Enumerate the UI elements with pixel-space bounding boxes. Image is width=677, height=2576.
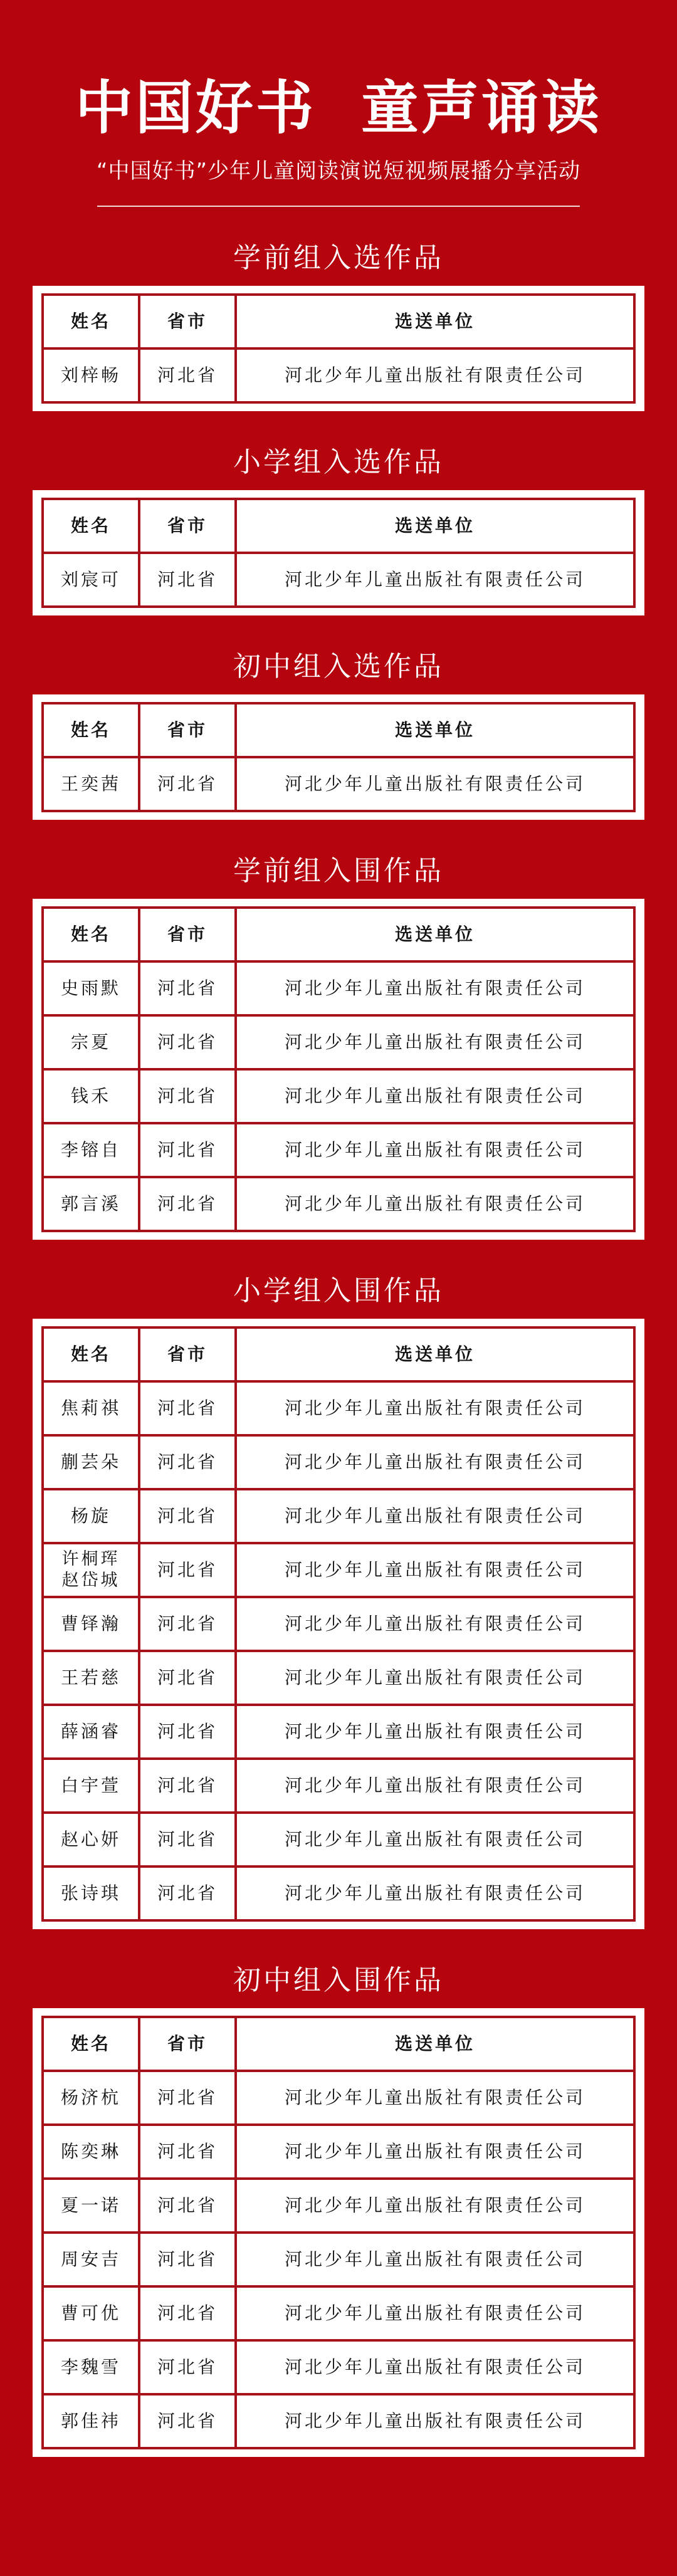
table-row (43, 2125, 634, 2179)
cell-name: 张诗琪 (43, 1867, 139, 1920)
results-table-card (33, 286, 644, 411)
cell-name: 刘宸可 (43, 553, 139, 607)
cell-province: 河北省 (139, 1543, 236, 1597)
sections-container (0, 239, 677, 2457)
table-header-row (43, 2017, 634, 2071)
cell-province: 河北省 (139, 553, 236, 607)
header-unit: 选送单位 (236, 908, 634, 961)
cell-name: 王若慈 (43, 1651, 139, 1705)
table-row (43, 757, 634, 811)
table-row (43, 1759, 634, 1813)
section-title: 初中组入围作品 (233, 1964, 444, 1996)
cell-province: 河北省 (139, 2179, 236, 2233)
header-unit: 选送单位 (236, 2017, 634, 2071)
table-row (43, 348, 634, 402)
cell-unit: 河北少年儿童出版社有限责任公司 (236, 1597, 634, 1651)
cell-province: 河北省 (139, 961, 236, 1015)
table-row (43, 1069, 634, 1123)
cell-province: 河北省 (139, 2071, 236, 2125)
cell-unit: 河北少年儿童出版社有限责任公司 (236, 1069, 634, 1123)
header-unit: 选送单位 (236, 499, 634, 553)
table-header-row (43, 1327, 634, 1381)
cell-name (43, 1543, 139, 1597)
table-header-row (43, 499, 634, 553)
cell-name: 郭佳祎 (43, 2394, 139, 2448)
cell-unit: 河北少年儿童出版社有限责任公司 (236, 2233, 634, 2286)
table-row (43, 1489, 634, 1543)
cell-unit: 河北少年儿童出版社有限责任公司 (236, 961, 634, 1015)
section-title: 学前组入围作品 (233, 855, 444, 887)
cell-name: 蒯芸朵 (43, 1435, 139, 1489)
cell-unit: 河北少年儿童出版社有限责任公司 (236, 1543, 634, 1597)
cell-unit: 河北少年儿童出版社有限责任公司 (236, 2394, 634, 2448)
section-title: 小学组入选作品 (233, 446, 444, 478)
header-name: 姓名 (43, 703, 139, 757)
header-province: 省市 (139, 499, 236, 553)
header-divider (97, 206, 580, 207)
cell-name: 曹铎瀚 (43, 1597, 139, 1651)
cell-unit: 河北少年儿童出版社有限责任公司 (236, 757, 634, 811)
table-row (43, 2071, 634, 2125)
table-row (43, 1705, 634, 1759)
results-table-card (33, 694, 644, 820)
cell-province: 河北省 (139, 2233, 236, 2286)
cell-unit: 河北少年儿童出版社有限责任公司 (236, 2286, 634, 2340)
section-title: 初中组入选作品 (233, 651, 444, 683)
table-row (43, 1015, 634, 1069)
table-row (43, 1543, 634, 1597)
cell-name: 白宇萱 (43, 1759, 139, 1813)
cell-name: 刘梓畅 (43, 348, 139, 402)
cell-name: 李镕自 (43, 1123, 139, 1177)
cell-name: 王奕茜 (43, 757, 139, 811)
cell-province: 河北省 (139, 1813, 236, 1867)
cell-name: 曹可优 (43, 2286, 139, 2340)
results-table (41, 1326, 636, 1922)
table-row (43, 1813, 634, 1867)
header-unit: 选送单位 (236, 295, 634, 348)
cell-province: 河北省 (139, 757, 236, 811)
results-table (41, 2016, 636, 2449)
cell-name: 李魏雪 (43, 2340, 139, 2394)
header-unit: 选送单位 (236, 1327, 634, 1381)
section-title: 小学组入围作品 (233, 1275, 444, 1307)
cell-name: 焦莉祺 (43, 1381, 139, 1435)
header-province: 省市 (139, 1327, 236, 1381)
cell-name: 钱禾 (43, 1069, 139, 1123)
table-row (43, 961, 634, 1015)
cell-unit: 河北少年儿童出版社有限责任公司 (236, 1489, 634, 1543)
cell-unit: 河北少年儿童出版社有限责任公司 (236, 1813, 634, 1867)
results-table (41, 293, 636, 404)
table-row (43, 1435, 634, 1489)
table-row (43, 553, 634, 607)
cell-unit: 河北少年儿童出版社有限责任公司 (236, 1651, 634, 1705)
table-row (43, 1381, 634, 1435)
table-row (43, 1177, 634, 1231)
header-name: 姓名 (43, 2017, 139, 2071)
header-province: 省市 (139, 703, 236, 757)
cell-province: 河北省 (139, 1759, 236, 1813)
results-table (41, 906, 636, 1232)
cell-province: 河北省 (139, 2286, 236, 2340)
cell-province: 河北省 (139, 1069, 236, 1123)
cell-name: 夏一诺 (43, 2179, 139, 2233)
cell-name: 周安吉 (43, 2233, 139, 2286)
section-title: 学前组入选作品 (233, 242, 444, 274)
table-header-row (43, 908, 634, 961)
cell-province: 河北省 (139, 2125, 236, 2179)
page-header (0, 0, 677, 207)
cell-province: 河北省 (139, 1651, 236, 1705)
cell-province: 河北省 (139, 1597, 236, 1651)
cell-province: 河北省 (139, 1705, 236, 1759)
table-header-row (43, 703, 634, 757)
cell-unit: 河北少年儿童出版社有限责任公司 (236, 2179, 634, 2233)
cell-unit: 河北少年儿童出版社有限责任公司 (236, 2340, 634, 2394)
cell-unit: 河北少年儿童出版社有限责任公司 (236, 348, 634, 402)
cell-name: 宗夏 (43, 1015, 139, 1069)
table-row (43, 2394, 634, 2448)
table-row (43, 2340, 634, 2394)
page-title: 中国好书 童声诵读 (75, 75, 602, 142)
results-table-card (33, 490, 644, 615)
results-table-card (33, 2008, 644, 2457)
cell-unit: 河北少年儿童出版社有限责任公司 (236, 1123, 634, 1177)
cell-name: 杨旋 (43, 1489, 139, 1543)
cell-province: 河北省 (139, 348, 236, 402)
cell-province: 河北省 (139, 1177, 236, 1231)
table-row (43, 1123, 634, 1177)
header-name: 姓名 (43, 295, 139, 348)
header-name: 姓名 (43, 1327, 139, 1381)
cell-province: 河北省 (139, 1123, 236, 1177)
cell-province: 河北省 (139, 1867, 236, 1920)
table-row (43, 1651, 634, 1705)
header-name: 姓名 (43, 499, 139, 553)
table-row (43, 2286, 634, 2340)
table-row (43, 1597, 634, 1651)
cell-unit: 河北少年儿童出版社有限责任公司 (236, 1177, 634, 1231)
cell-unit: 河北少年儿童出版社有限责任公司 (236, 1705, 634, 1759)
cell-province: 河北省 (139, 1489, 236, 1543)
cell-province: 河北省 (139, 2394, 236, 2448)
cell-unit: 河北少年儿童出版社有限责任公司 (236, 1381, 634, 1435)
cell-unit: 河北少年儿童出版社有限责任公司 (236, 2125, 634, 2179)
cell-name: 赵心妍 (43, 1813, 139, 1867)
header-unit: 选送单位 (236, 703, 634, 757)
cell-name: 薛涵睿 (43, 1705, 139, 1759)
table-row (43, 2233, 634, 2286)
table-header-row (43, 295, 634, 348)
cell-name: 陈奕琳 (43, 2125, 139, 2179)
cell-name-line: 赵岱城 (61, 1571, 120, 1590)
results-table (41, 702, 636, 812)
table-row (43, 1867, 634, 1920)
results-table-card (33, 899, 644, 1240)
cell-name: 杨济杭 (43, 2071, 139, 2125)
results-table (41, 498, 636, 608)
cell-name-line: 许桐珲 (61, 1549, 120, 1569)
cell-unit: 河北少年儿童出版社有限责任公司 (236, 1867, 634, 1920)
header-name: 姓名 (43, 908, 139, 961)
page-subtitle: “中国好书”少年儿童阅读演说短视频展播分享活动 (96, 159, 581, 184)
cell-province: 河北省 (139, 2340, 236, 2394)
cell-province: 河北省 (139, 1435, 236, 1489)
cell-province: 河北省 (139, 1381, 236, 1435)
cell-unit: 河北少年儿童出版社有限责任公司 (236, 1435, 634, 1489)
cell-name: 郭言溪 (43, 1177, 139, 1231)
cell-name: 史雨默 (43, 961, 139, 1015)
cell-unit: 河北少年儿童出版社有限责任公司 (236, 553, 634, 607)
results-table-card (33, 1319, 644, 1929)
cell-unit: 河北少年儿童出版社有限责任公司 (236, 1759, 634, 1813)
cell-unit: 河北少年儿童出版社有限责任公司 (236, 1015, 634, 1069)
header-province: 省市 (139, 908, 236, 961)
cell-unit: 河北少年儿童出版社有限责任公司 (236, 2071, 634, 2125)
header-province: 省市 (139, 2017, 236, 2071)
table-row (43, 2179, 634, 2233)
header-province: 省市 (139, 295, 236, 348)
cell-province: 河北省 (139, 1015, 236, 1069)
